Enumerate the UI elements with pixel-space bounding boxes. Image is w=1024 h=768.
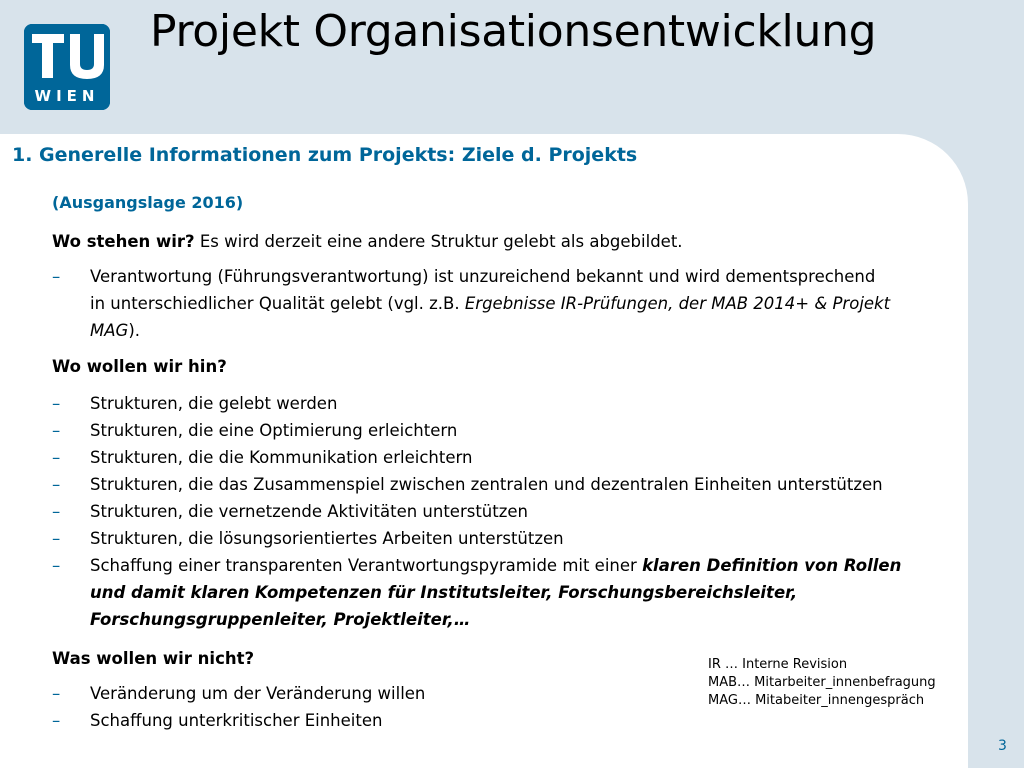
list-item: Strukturen, die die Kommunikation erleichtern (90, 448, 473, 467)
question-current-state (52, 231, 683, 253)
slide-title: Projekt Organisationsentwicklung (150, 6, 877, 57)
list-item: Veränderung um der Veränderung willen (90, 684, 426, 703)
tu-wien-logo (24, 24, 110, 110)
list-item: Strukturen, die eine Optimierung erleichtern (90, 421, 458, 440)
question-label: Wo stehen wir? (52, 232, 195, 251)
bullet-dash-icon: – (52, 448, 61, 467)
list-item-line: Verantwortung (Führungsverantwortung) ist unzureichend bekannt und wird dementsprechend (90, 267, 876, 286)
list-item-emphasis: Forschungsgruppenleiter, Projektleiter,… (90, 610, 471, 629)
bullet-dash-icon: – (52, 475, 61, 494)
question-goals: Wo wollen wir hin? (52, 357, 227, 376)
bullet-dash-icon: – (52, 267, 61, 286)
tu-wien-logo-graphic (24, 24, 110, 110)
question-not-wanted: Was wollen wir nicht? (52, 649, 255, 668)
bullet-dash-icon: – (52, 684, 61, 703)
bullet-dash-icon: – (52, 529, 61, 548)
legend-entry: MAG… Mitabeiter_innengespräch (708, 693, 925, 708)
list-item-responsibility (90, 263, 970, 344)
list-item: Schaffung unterkritischer Einheiten (90, 711, 383, 730)
list-item: Strukturen, die vernetzende Aktivitäten unterstützen (90, 502, 528, 521)
list-item-text: ). (128, 321, 140, 340)
bullet-dash-icon: – (52, 394, 61, 413)
list-item-text: Schaffung einer transparenten Verantwortungspyramide mit einer (90, 556, 643, 575)
bullet-dash-icon: – (52, 502, 61, 521)
legend-entry: MAB… Mitarbeiter_innenbefragung (708, 675, 936, 690)
list-item: Strukturen, die das Zusammenspiel zwischen zentralen und dezentralen Einheiten unterstützen (90, 475, 883, 494)
list-item-pyramid (90, 552, 970, 633)
list-item-text: in unterschiedlicher Qualität gelebt (vgl. z.B. (90, 294, 465, 313)
subheading: (Ausgangslage 2016) (52, 193, 244, 212)
abbreviation-legend (708, 656, 936, 710)
list-item-emphasis: klaren Definition von Rollen (642, 556, 902, 575)
list-item-line (90, 317, 970, 344)
list-item-line (90, 290, 970, 317)
bullet-dash-icon: – (52, 556, 61, 575)
list-item-emphasis: und damit klaren Kompetenzen für Institutsleiter, Forschungsbereichsleiter, (90, 583, 798, 602)
logo-wordmark: WIEN (34, 87, 100, 105)
list-item: Strukturen, die gelebt werden (90, 394, 338, 413)
question-text: Es wird derzeit eine andere Struktur gelebt als abgebildet. (194, 232, 683, 251)
list-item-italic: MAG (90, 321, 129, 340)
list-item-italic: Ergebnisse IR-Prüfungen, der MAB 2014+ & Projekt (464, 294, 891, 313)
list-item: Strukturen, die lösungsorientiertes Arbeiten unterstützen (90, 529, 564, 548)
page-number: 3 (998, 738, 1007, 754)
section-heading: 1. Generelle Informationen zum Projekts: Ziele d. Projekts (12, 144, 638, 166)
bullet-dash-icon: – (52, 711, 61, 730)
legend-entry: IR … Interne Revision (708, 657, 848, 672)
list-item-line (90, 552, 970, 579)
bullet-dash-icon: – (52, 421, 61, 440)
